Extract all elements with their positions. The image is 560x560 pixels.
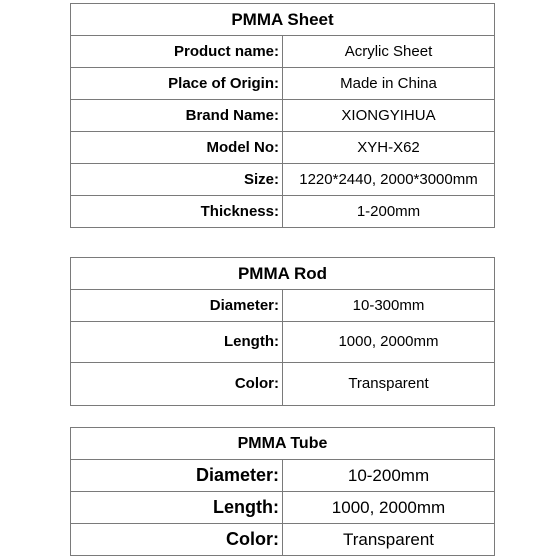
pmma-rod-table [70,257,495,406]
table-row [71,492,495,524]
row-value: Transparent [283,363,495,406]
row-label: Color: [71,524,283,556]
row-label: Color: [71,363,283,406]
table-row [71,164,495,196]
table-row [71,196,495,228]
pmma-sheet-table [70,3,495,228]
pmma-tube-table [70,427,495,556]
table-row [71,363,495,406]
row-label: Model No: [71,132,283,164]
table-row [71,132,495,164]
row-label: Thickness: [71,196,283,228]
table-row [71,524,495,556]
row-value: 1-200mm [283,196,495,228]
table-title: PMMA Rod [71,258,495,290]
table-title: PMMA Tube [71,428,495,460]
table-row [71,100,495,132]
row-label: Diameter: [71,460,283,492]
row-value: Acrylic Sheet [283,36,495,68]
row-label: Size: [71,164,283,196]
row-value: 1220*2440, 2000*3000mm [283,164,495,196]
table-title: PMMA Sheet [71,4,495,36]
row-value: 10-200mm [283,460,495,492]
table-header-row [71,258,495,290]
table-row [71,36,495,68]
row-value: 1000, 2000mm [283,322,495,363]
row-label: Place of Origin: [71,68,283,100]
row-value: Made in China [283,68,495,100]
row-label: Length: [71,492,283,524]
table-row [71,68,495,100]
row-value: Transparent [283,524,495,556]
table-header-row [71,428,495,460]
row-value: XIONGYIHUA [283,100,495,132]
row-label: Brand Name: [71,100,283,132]
row-label: Length: [71,322,283,363]
row-value: 1000, 2000mm [283,492,495,524]
row-value: XYH-X62 [283,132,495,164]
table-row [71,460,495,492]
table-header-row [71,4,495,36]
table-row [71,290,495,322]
table-row [71,322,495,363]
row-value: 10-300mm [283,290,495,322]
row-label: Diameter: [71,290,283,322]
row-label: Product name: [71,36,283,68]
